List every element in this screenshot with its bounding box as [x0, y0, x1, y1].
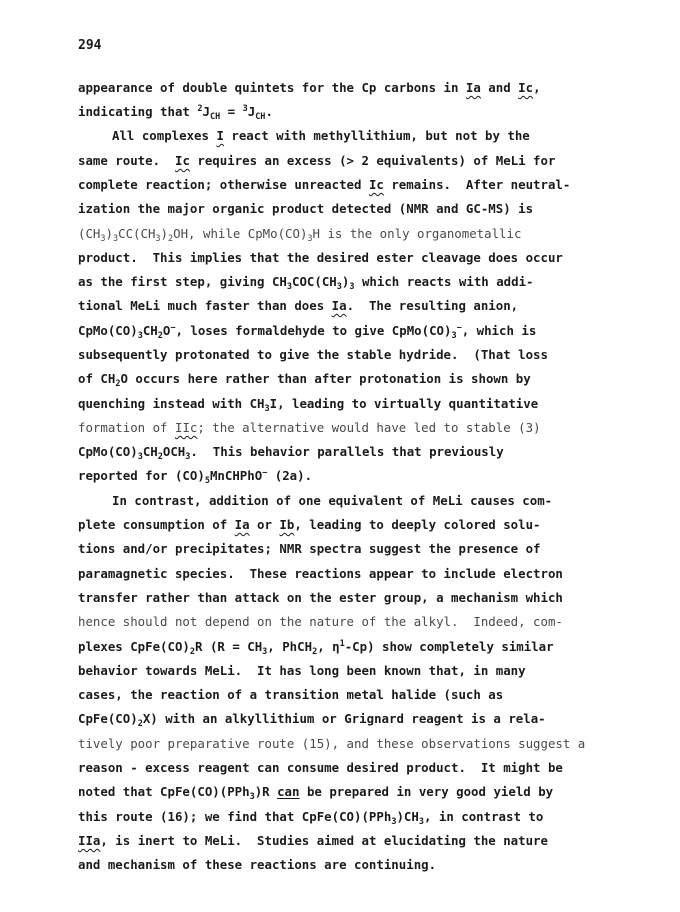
text-line: indicating that $^2J_{CH} = ^3J_{CH}$. — [78, 104, 273, 122]
text-line: $CpMo(CO)_3CH_2OCH_3$. This behavior parallels that previously — [78, 444, 504, 462]
text-line: behavior towards MeLi. It has long been known that, in many — [78, 663, 526, 678]
text-line: of $CH_2O$ occurs here rather than after protonation is shown by — [78, 371, 531, 389]
text-line: $(CH_3)_3CC(CH_3)_2OH$, while $CpMo(CO)_3H$ is the only organometallic — [78, 226, 522, 244]
text-line: product. This implies that the desired ester cleavage does occur — [78, 250, 563, 265]
text-line: subsequently protonated to give the stable hydride. (That loss — [78, 347, 548, 362]
text-line: $CpFe(CO)_2X$) with an alkyllithium or Grignard reagent is a rela- — [78, 711, 546, 729]
text-line: reason - excess reagent can consume desired product. It might be — [78, 760, 563, 775]
text-line: complete reaction; otherwise unreacted Ic remains. After neutral- — [78, 177, 571, 192]
text-line: In contrast, addition of one equivalent of MeLi causes com- — [112, 493, 553, 508]
text-line: cases, the reaction of a transition metal halide (such as — [78, 687, 504, 702]
text-line: All complexes I react with methyllithium, but not by the — [112, 128, 530, 143]
text-line: same route. Ic requires an excess (> 2 equivalents) of MeLi for — [78, 153, 556, 168]
text-line: reported for $(CO)_5MnCHPhO^-$ (2a). — [78, 468, 313, 486]
text-line: $CpMo(CO)_3CH_2O^-$, loses formaldehyde to give $CpMo(CO)_3^-$, which is — [78, 323, 537, 341]
text-line: quenching instead with $CH_3I$, leading to virtually quantitative — [78, 396, 539, 414]
text-line: ization the major organic product detected (NMR and GC-MS) is — [78, 201, 534, 216]
text-line: formation of IIc; the alternative would have led to stable (3) — [78, 420, 541, 435]
text-line: noted that CpFe(CO)(PPh$_3$)R can be prepared in very good yield by — [78, 784, 554, 802]
page-number: 294 — [78, 38, 102, 53]
text-line: as the first step, giving $CH_3COC(CH_3)_3$ which reacts with addi- — [78, 274, 534, 292]
text-line: hence should not depend on the nature of the alkyl. Indeed, com- — [78, 614, 563, 629]
text-line: tions and/or precipitates; NMR spectra suggest the presence of — [78, 541, 541, 556]
text-line: plete consumption of Ia or Ib, leading to deeply colored solu- — [78, 517, 541, 532]
text-line: this route (16); we find that $CpFe(CO)(PPh_3)CH_3$, in contrast to — [78, 809, 544, 827]
text-line: paramagnetic species. These reactions appear to include electron — [78, 566, 563, 581]
text-line: tively poor preparative route (15), and these observations suggest a — [78, 736, 586, 751]
text-line: IIa, is inert to MeLi. Studies aimed at elucidating the nature — [78, 833, 548, 848]
text-line: plexes $CpFe(CO)_2R$ ($R = CH_3$, PhCH$_2$, $\eta^1-Cp$) show completely similar — [78, 639, 554, 657]
text-line: appearance of double quintets for the Cp carbons in Ia and Ic, — [78, 80, 541, 95]
text-line: transfer rather than attack on the ester group, a mechanism which — [78, 590, 563, 605]
text-line: tional MeLi much faster than does Ia. The resulting anion, — [78, 298, 519, 313]
text-line: and mechanism of these reactions are continuing. — [78, 857, 437, 872]
